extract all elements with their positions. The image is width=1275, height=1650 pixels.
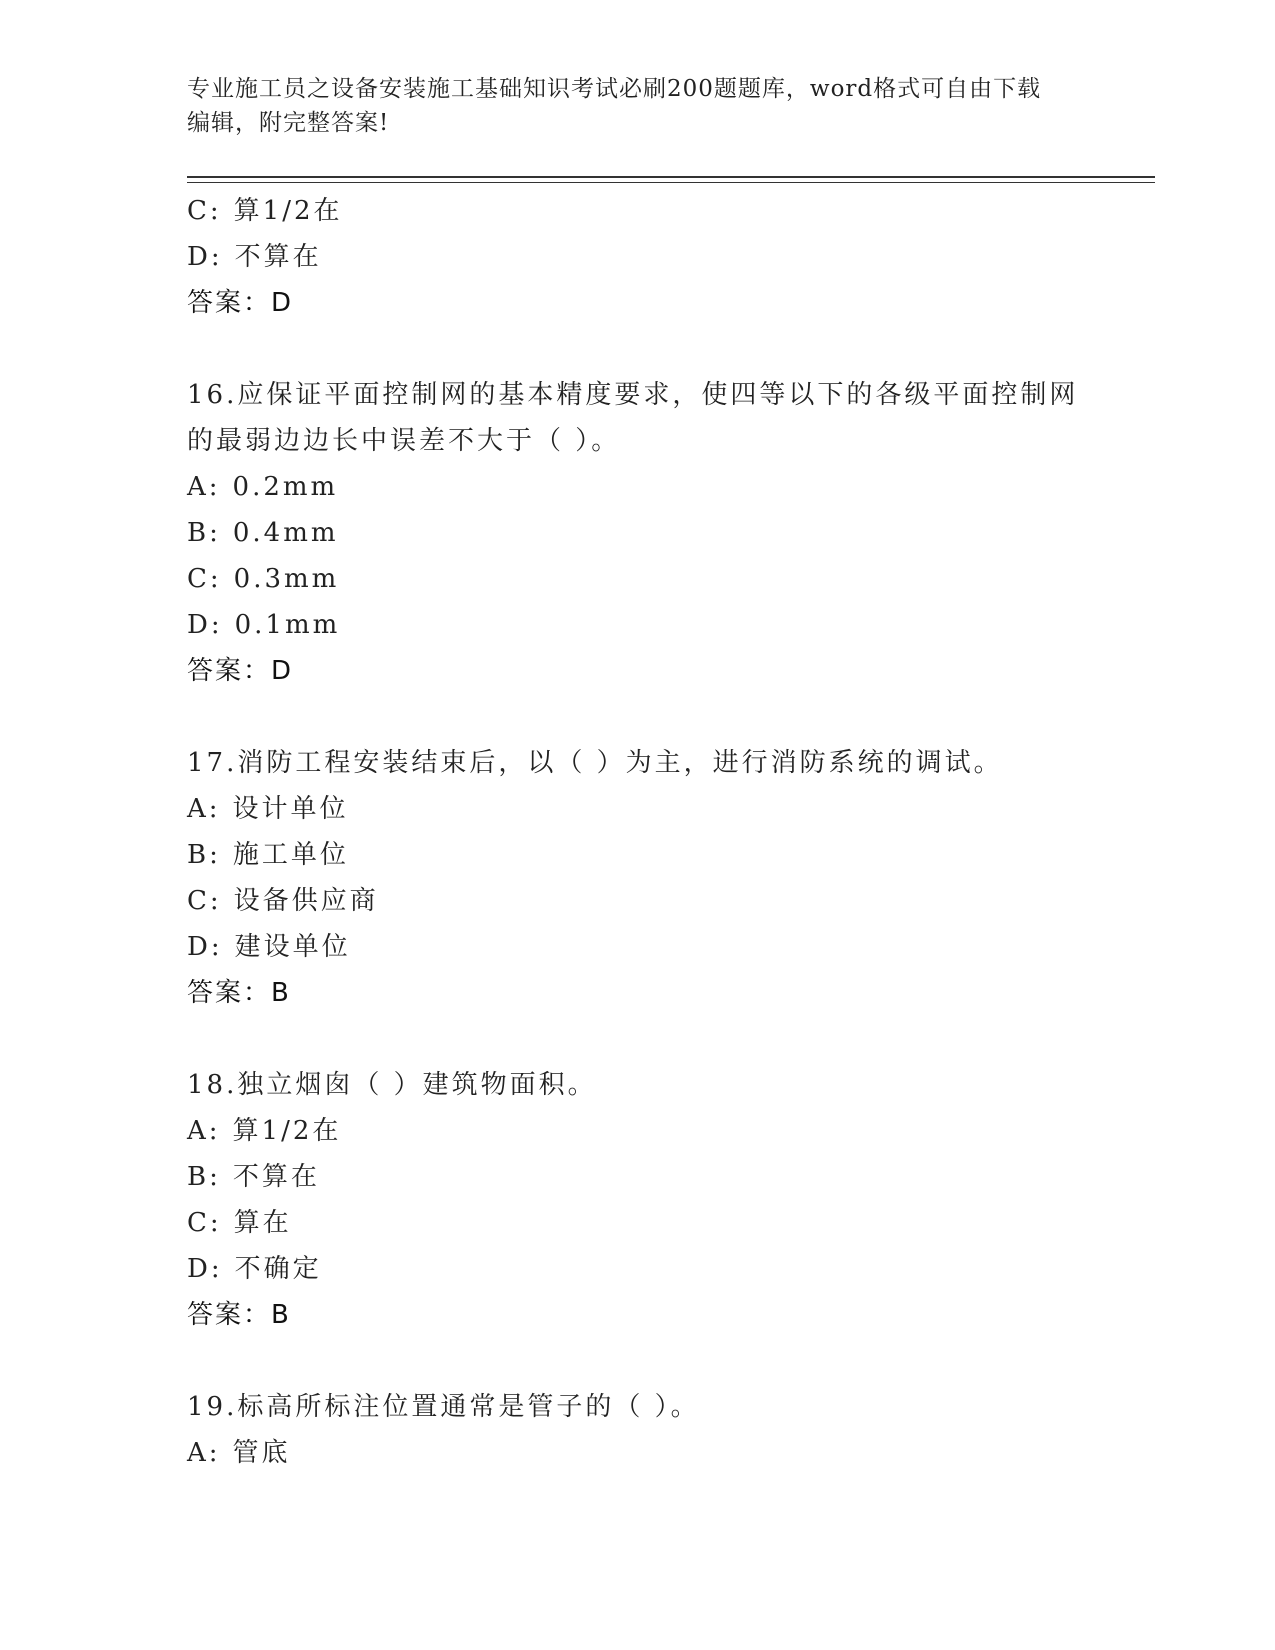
option-d [187, 602, 1087, 648]
option-text: 不确定 [234, 1254, 322, 1284]
option-separator: : [210, 610, 223, 640]
option-separator: : [209, 1162, 221, 1192]
option-separator: : [209, 1208, 222, 1238]
answer-line [187, 280, 1087, 326]
option-c [187, 556, 1087, 602]
question-list [187, 188, 1087, 1476]
option-text: 算1/2在 [232, 1116, 342, 1146]
option-separator: : [208, 794, 221, 824]
option-text: 设计单位 [232, 794, 349, 824]
answer-value: B [271, 1300, 291, 1330]
option-separator: : [209, 518, 221, 548]
answer-line [187, 970, 1087, 1016]
option-text: 算1/2在 [233, 196, 343, 226]
option-text: 不算在 [234, 242, 322, 272]
option-letter: D [187, 1254, 211, 1284]
question-text [187, 740, 1087, 786]
option-b [187, 832, 1087, 878]
question-text [187, 1062, 1087, 1108]
option-text: 0.3mm [233, 564, 340, 594]
header-divider-thick [187, 176, 1155, 178]
option-text: 设备供应商 [233, 886, 379, 916]
option-a [187, 1430, 1087, 1476]
option-letter: B [187, 840, 210, 870]
question-text-line-1: 16.应保证平面控制网的基本精度要求，使四等以下的各级平面控制网 [187, 380, 1079, 410]
option-b [187, 510, 1087, 556]
option-separator: : [208, 1438, 221, 1468]
option-b [187, 1154, 1087, 1200]
option-separator: : [210, 242, 223, 272]
option-separator: : [209, 564, 222, 594]
option-letter: A [187, 1116, 209, 1146]
option-a [187, 786, 1087, 832]
option-d [187, 924, 1087, 970]
header-divider-thin [187, 182, 1155, 183]
option-c [187, 878, 1087, 924]
question-text [187, 372, 1087, 464]
option-letter: A [187, 472, 209, 502]
answer-label: 答案： [187, 288, 272, 318]
option-text: 建设单位 [234, 932, 351, 962]
option-a [187, 1108, 1087, 1154]
option-letter: A [187, 1438, 209, 1468]
question-text [187, 1384, 1087, 1430]
option-a [187, 464, 1087, 510]
spacer [187, 1338, 1087, 1384]
option-separator: : [209, 840, 221, 870]
spacer [187, 326, 1087, 372]
answer-value: B [271, 978, 291, 1008]
question-17 [187, 740, 1087, 1016]
header-line-2: 编辑，附完整答案! [187, 110, 390, 136]
answer-line [187, 648, 1087, 694]
question-16 [187, 372, 1087, 694]
option-text: 0.4mm [232, 518, 339, 548]
question-15-tail [187, 188, 1087, 326]
option-separator: : [210, 932, 223, 962]
option-letter: B [187, 1162, 210, 1192]
option-c [187, 1200, 1087, 1246]
question-text-line-1: 17.消防工程安装结束后，以（ ）为主，进行消防系统的调试。 [187, 748, 1003, 778]
option-letter: D [187, 610, 211, 640]
option-text: 不算在 [232, 1162, 320, 1192]
document-header [187, 72, 1067, 140]
option-separator: : [208, 1116, 221, 1146]
option-separator: : [210, 1254, 223, 1284]
option-text: 管底 [232, 1438, 291, 1468]
option-letter: C [187, 886, 210, 916]
question-text-line-1: 18.独立烟囱（ ）建筑物面积。 [187, 1070, 597, 1100]
answer-value: D [271, 656, 294, 686]
question-19 [187, 1384, 1087, 1476]
option-separator: : [208, 472, 221, 502]
option-letter: D [187, 932, 211, 962]
question-text-line-1: 19.标高所标注位置通常是管子的（ ）。 [187, 1392, 700, 1422]
option-text: 算在 [233, 1208, 292, 1238]
option-letter: C [187, 196, 210, 226]
answer-label: 答案： [187, 978, 272, 1008]
option-d [187, 234, 1087, 280]
option-c [187, 188, 1087, 234]
option-d [187, 1246, 1087, 1292]
question-18 [187, 1062, 1087, 1338]
answer-value: D [271, 288, 294, 318]
header-line-1: 专业施工员之设备安装施工基础知识考试必刷200题题库，word格式可自由下载 [187, 76, 1042, 102]
option-text: 0.2mm [232, 472, 339, 502]
option-letter: D [187, 242, 211, 272]
answer-label: 答案： [187, 656, 272, 686]
option-letter: B [187, 518, 210, 548]
option-letter: C [187, 1208, 210, 1238]
option-text: 0.1mm [234, 610, 341, 640]
option-text: 施工单位 [232, 840, 349, 870]
option-separator: : [209, 196, 222, 226]
question-text-line-2: 的最弱边边长中误差不大于（ ）。 [187, 426, 621, 456]
answer-line [187, 1292, 1087, 1338]
spacer [187, 1016, 1087, 1062]
spacer [187, 694, 1087, 740]
option-letter: C [187, 564, 210, 594]
option-separator: : [209, 886, 222, 916]
answer-label: 答案： [187, 1300, 272, 1330]
option-letter: A [187, 794, 209, 824]
